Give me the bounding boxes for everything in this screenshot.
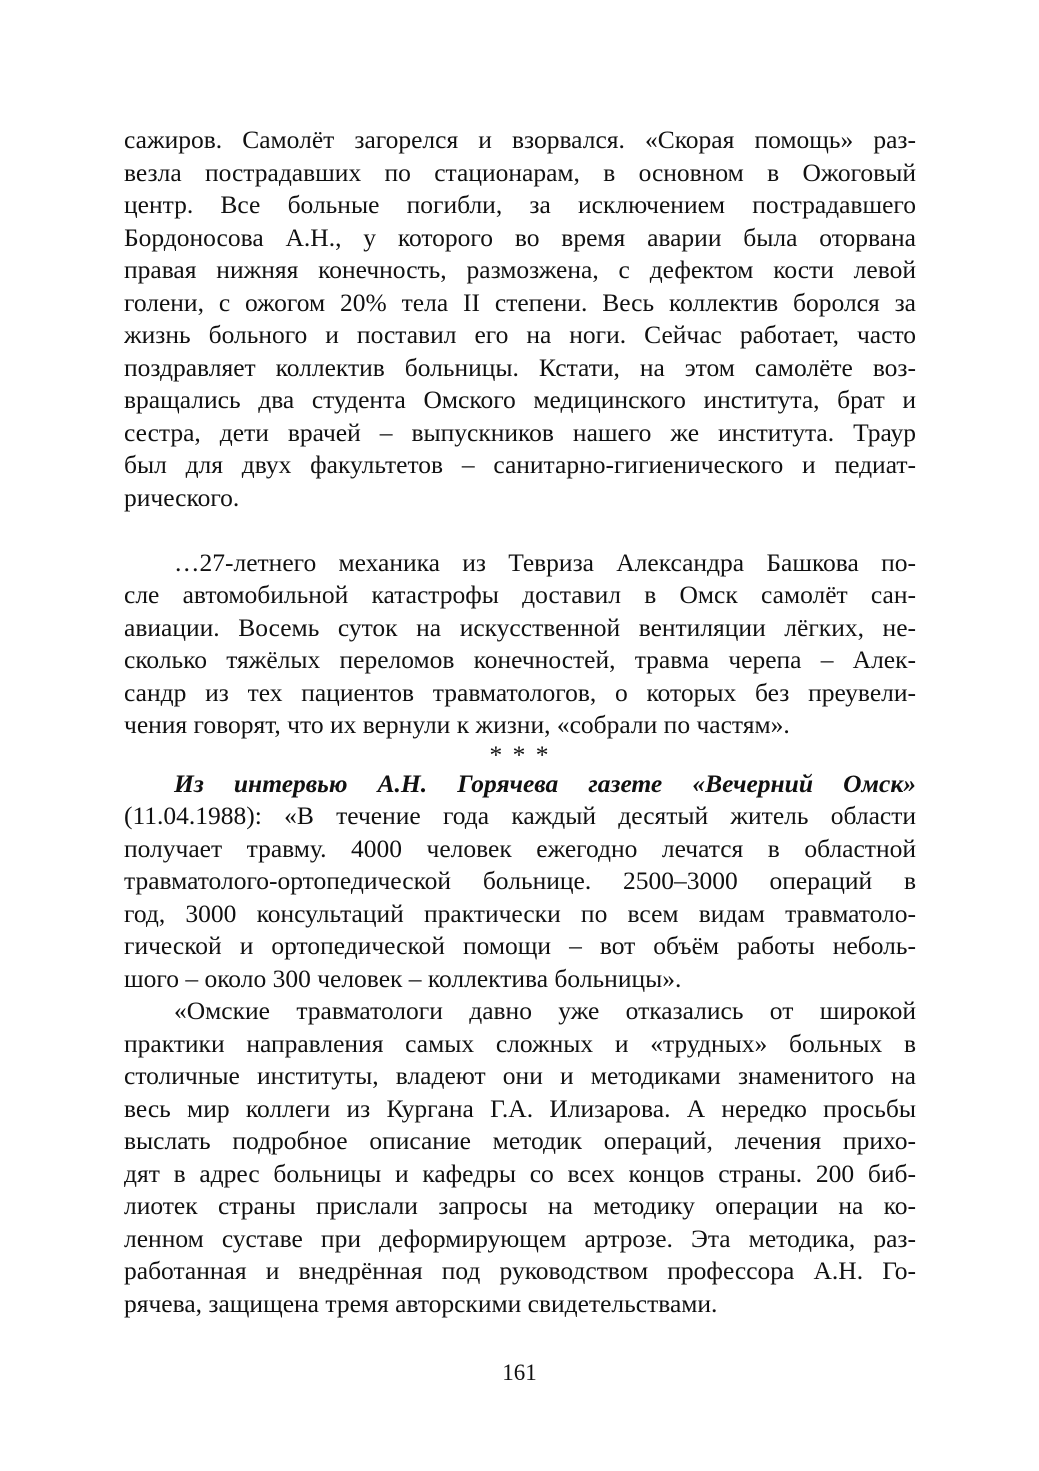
text-line: (11.04.1988): «В течение года каждый десятый житель области — [124, 801, 916, 830]
page-content — [124, 124, 916, 1320]
text-line: работанная и внедрённая под руководством профессора А.Н. Го- — [124, 1256, 916, 1285]
section-separator: * * * — [489, 739, 551, 769]
text-line: голени, с ожогом 20% тела II степени. Весь коллектив боролся за — [124, 287, 916, 317]
text-line: правая нижняя конечность, размозжена, с дефектом кости левой — [124, 255, 916, 284]
text-line: дят в адрес больницы и кафедры со всех концов страны. 200 биб- — [124, 1158, 916, 1188]
text-line: сестра, дети врачей – выпускников нашего же института. Траур — [124, 417, 916, 447]
text-line: авиации. Восемь суток на искусственной вентиляции лёгких, не- — [124, 612, 916, 642]
paragraph-spacer — [124, 514, 916, 547]
text-line: центр. Все больные погибли, за исключением пострадавшего — [124, 190, 916, 219]
text-line: лиотек страны прислали запросы на методику операции на ко- — [124, 1191, 916, 1220]
text-line: сажиров. Самолёт загорелся и взорвался. «Скорая помощь» раз- — [124, 125, 916, 154]
text-line: …27-летнего механика из Тевриза Александра Башкова по- — [174, 547, 916, 577]
text-line: был для двух факультетов – санитарно-гигиенического и педиат- — [124, 450, 916, 479]
paragraph-crash-aftermath — [124, 124, 916, 514]
page-number: 161 — [502, 1360, 537, 1385]
paragraph-interview — [124, 768, 916, 996]
text-line: практики направления самых сложных и «трудных» больных в — [124, 1028, 916, 1058]
text-line: рического. — [124, 482, 240, 512]
text-line: ленном суставе при деформирующем артрозе. Эта методика, раз- — [124, 1223, 916, 1253]
text-line: шого – около 300 человек – коллектива больницы». — [124, 963, 682, 993]
text-line: сколько тяжёлых переломов конечностей, травма черепа – Алек- — [124, 645, 916, 674]
text-line: вращались два студента Омского медицинского института, брат и — [124, 385, 916, 414]
text-line: весь мир коллеги из Кургана Г.А. Илизарова. А нередко просьбы — [124, 1093, 916, 1123]
text-line: поздравляет коллектив больницы. Кстати, на этом самолёте воз- — [124, 352, 916, 382]
text-line: получает травму. 4000 человек ежегодно лечатся в областной — [124, 833, 916, 863]
paragraph-mechanic-story — [124, 547, 916, 742]
text-line: везла пострадавших по стационарам, в основном в Ожоговый — [124, 157, 916, 187]
text-line: выслать подробное описание методик операций, лечения прихо- — [124, 1126, 916, 1155]
text-line: сле автомобильной катастрофы доставил в Омск самолёт сан- — [124, 580, 916, 609]
text-line: жизнь больного и поставил его на ноги. Сейчас работает, часто — [124, 320, 916, 349]
text-line: рячева, защищена тремя авторскими свидетельствами. — [124, 1288, 718, 1318]
text-line: сандр из тех пациентов травматологов, о которых без преувели- — [124, 677, 916, 707]
text-line: «Омские травматологи давно уже отказались от широкой — [174, 996, 916, 1025]
text-line: столичные институты, владеют они и методиками знаменитого на — [124, 1061, 916, 1090]
text-line — [124, 768, 916, 801]
text-line: травматолого-ортопедической больнице. 2500–3000 операций в — [124, 866, 916, 895]
text-line: гической и ортопедической помощи – вот объём работы неболь- — [124, 931, 916, 960]
text-line: год, 3000 консультаций практически по всем видам травматоло- — [124, 898, 916, 928]
interview-heading: Из интервью А.Н. Горячева газете «Вечерний Омск» — [174, 768, 916, 798]
text-line: чения говорят, что их вернули к жизни, «собрали по частям». — [124, 710, 790, 739]
paragraph-omsk-traumatologists — [124, 995, 916, 1320]
text-line: Бордоносова А.Н., у которого во время аварии была оторвана — [124, 222, 916, 252]
